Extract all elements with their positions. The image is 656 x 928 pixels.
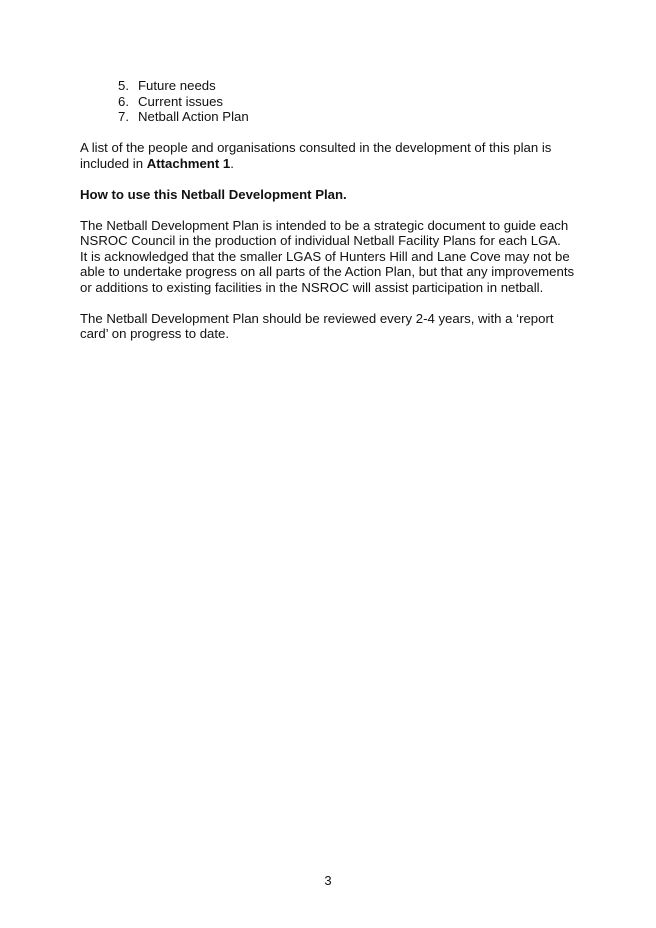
list-item-number: 5. (118, 78, 129, 93)
list-item-number: 7. (118, 109, 129, 124)
list-item-text: Future needs (138, 78, 216, 93)
consulted-paragraph (80, 140, 590, 171)
paragraph-line: NSROC Council in the production of individual Netball Facility Plans for each LGA. (80, 233, 561, 248)
consulted-suffix: . (230, 155, 234, 171)
paragraph-line: or additions to existing facilities in the NSROC will assist participation in netball. (80, 279, 544, 295)
list-item (80, 94, 590, 110)
list-item (80, 78, 590, 94)
list-item (80, 109, 590, 125)
consulted-prefix: included in (80, 155, 147, 171)
list-item-text: Netball Action Plan (138, 109, 249, 124)
list-item-text: Current issues (138, 93, 224, 109)
paragraph-line: able to undertake progress on all parts of the Action Plan, but that any improvements (80, 264, 575, 279)
paragraph-line: card’ on progress to date. (80, 326, 230, 341)
spacer (80, 125, 590, 141)
review-paragraph (80, 311, 590, 342)
paragraph-line: The Netball Development Plan is intended to be a strategic document to guide each (80, 217, 569, 233)
contents-list (80, 78, 590, 125)
development-plan-paragraph (80, 218, 590, 296)
page-content (80, 78, 590, 342)
paragraph-line: It is acknowledged that the smaller LGAS of Hunters Hill and Lane Cove may not be (80, 248, 570, 264)
paragraph-line: The Netball Development Plan should be reviewed every 2-4 years, with a ‘report (80, 310, 554, 326)
spacer (80, 171, 590, 187)
list-item-number: 6. (118, 93, 129, 109)
consulted-line: A list of the people and organisations consulted in the development of this plan is (80, 140, 552, 155)
page-number: 3 (324, 873, 332, 888)
spacer (80, 295, 590, 311)
section-heading: How to use this Netball Development Plan. (80, 186, 347, 202)
attachment-reference: Attachment 1 (146, 155, 231, 171)
spacer (80, 202, 590, 218)
